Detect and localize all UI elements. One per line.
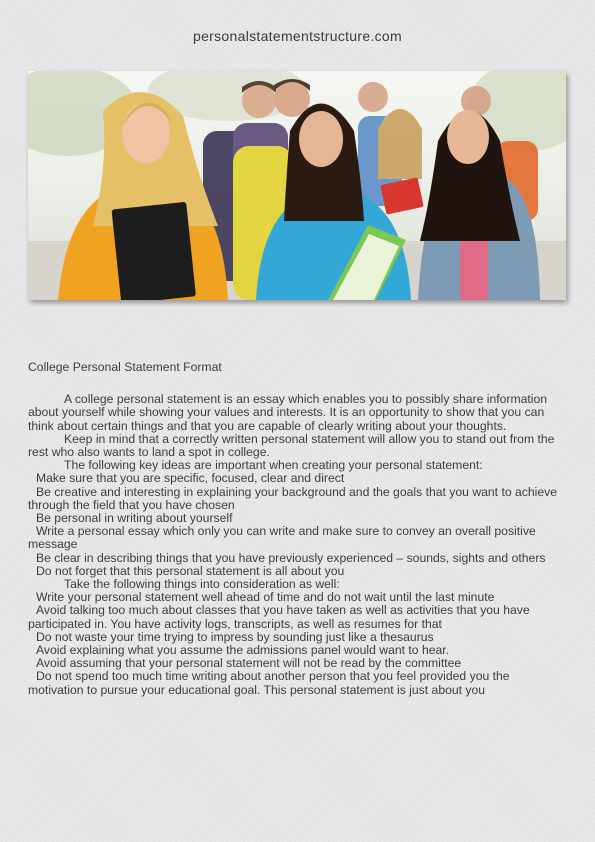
intro-paragraph: A college personal statement is an essay which enables you to possibly share information about yourself while showing your values and interests. It is an opportunity to show that you can think about certain things and that you are capable of clearly writing about your thoughts. [28, 392, 548, 433]
consideration-item: Avoid talking too much about classes that you have taken as well as activities that you have participated in. You have activity logs, transcripts, as well as resumes for that [28, 603, 530, 631]
key-idea-item: Make sure that you are specific, focused, clear and direct [36, 471, 345, 486]
consideration-item: Avoid assuming that your personal statement will not be read by the committee [36, 656, 462, 671]
site-url: personalstatementstructure.com [193, 28, 402, 44]
key-idea-item: Be clear in describing things that you have previously experienced – sounds, sights and others [36, 550, 546, 565]
key-idea-item: Be creative and interesting in explaining your background and the goals that you want to achieve through the field that you have chosen [28, 484, 558, 512]
considerations-intro: Take the following things into consideration as well: [64, 577, 340, 592]
consideration-item: Do not spend too much time writing about another person that you feel provided you the motivation to pursue your educational goal. This personal statement is just about you [28, 669, 510, 697]
intro-paragraph: Keep in mind that a correctly written personal statement will allow you to stand out from the rest who also wants to land a spot in college. [28, 431, 555, 460]
students-photo [28, 71, 566, 300]
intro-paragraph: The following key ideas are important when creating your personal statement: [64, 458, 483, 473]
document-body [28, 361, 560, 697]
consideration-item: Write your personal statement well ahead of time and do not wait until the last minute [36, 590, 495, 605]
key-idea-item: Do not forget that this personal statement is all about you [36, 563, 345, 578]
consideration-item: Avoid explaining what you assume the admissions panel would want to hear. [36, 643, 450, 658]
document-title: College Personal Statement Format [28, 360, 222, 374]
consideration-item: Do not waste your time trying to impress by sounding just like a thesaurus [36, 629, 434, 644]
key-idea-item: Write a personal essay which only you can write and make sure to convey an overall positive message [28, 524, 536, 552]
key-idea-item: Be personal in writing about yourself [36, 511, 233, 526]
